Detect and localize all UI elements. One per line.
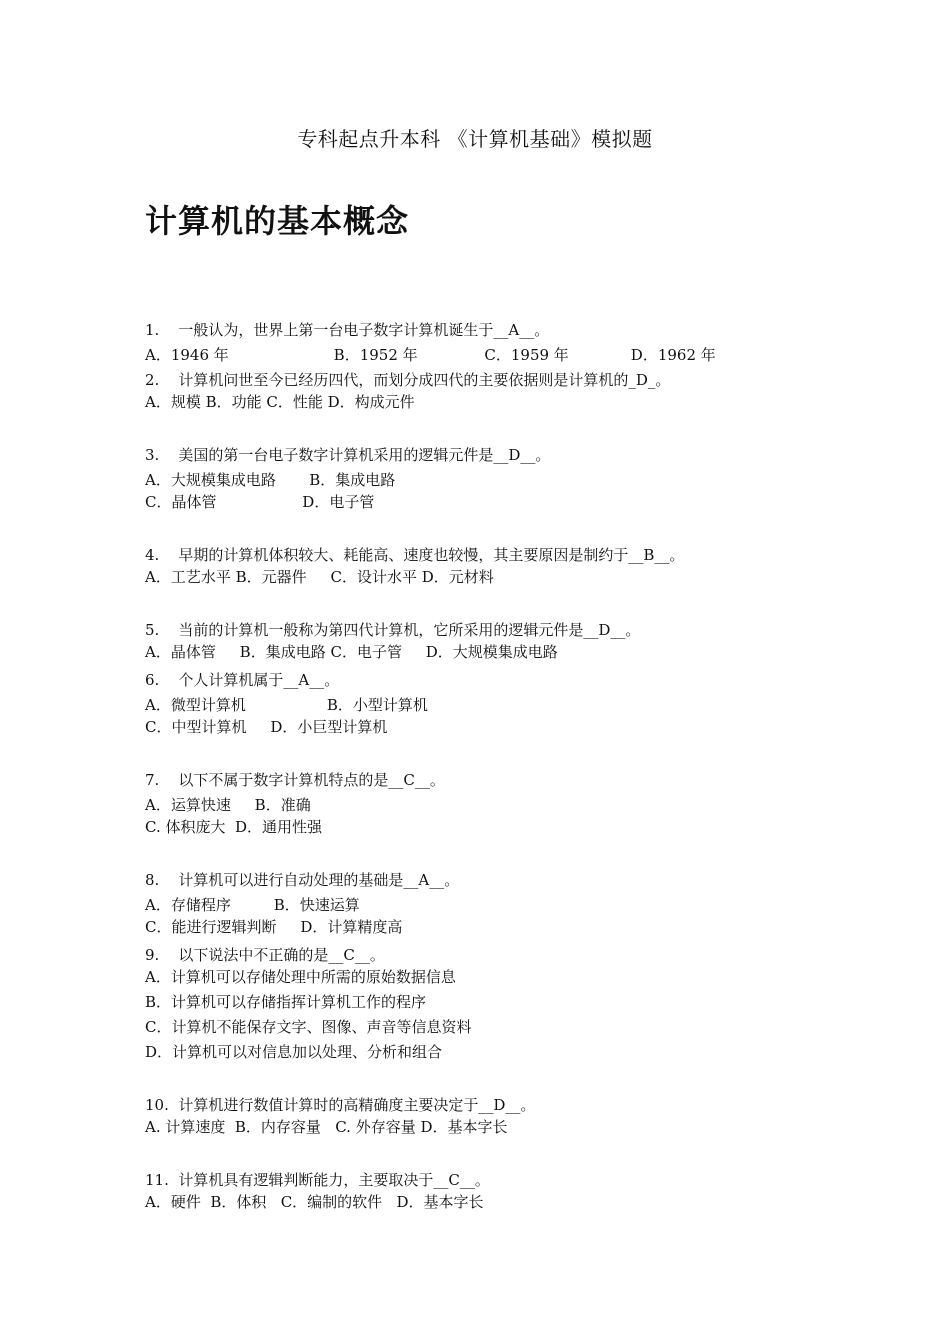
question-7: 7. 以下不属于数字计算机特点的是__C__。 [145,771,445,789]
question-3: 3. 美国的第一台电子数字计算机采用的逻辑元件是__D__。 [145,446,551,464]
question-11-options: A．硬件 B．体积 C．编制的软件 D．基本字长 [145,1193,484,1211]
question-7-options-a: A．运算快速 B．准确 [145,796,311,814]
question-1: 1. 一般认为，世界上第一台电子数字计算机诞生于__A__。 [145,321,550,339]
question-9: 9. 以下说法中不正确的是__C__。 [145,946,385,964]
question-8: 8. 计算机可以进行自动处理的基础是__A__。 [145,871,460,889]
question-9-option-b: B．计算机可以存储指挥计算机工作的程序 [145,993,427,1011]
question-5: 5. 当前的计算机一般称为第四代计算机，它所采用的逻辑元件是__D__。 [145,621,641,639]
document-title: 专科起点升本科 《计算机基础》模拟题 [297,127,653,151]
question-7-options-b: C. 体积庞大 D．通用性强 [145,818,323,836]
question-9-option-d: D．计算机可以对信息加以处理、分析和组合 [145,1043,443,1061]
question-1-options: A．1946 年 B．1952 年 C．1959 年 D．1962 年 [145,346,716,364]
question-6-options-a: A．微型计算机 B．小型计算机 [145,696,428,714]
question-4: 4. 早期的计算机体积较大、耗能高、速度也较慢，其主要原因是制约于__B__。 [145,546,685,564]
section-heading: 计算机的基本概念 [145,202,410,240]
question-10: 10. 计算机进行数值计算时的高精确度主要决定于__D__。 [145,1096,536,1114]
question-9-option-a: A．计算机可以存储处理中所需的原始数据信息 [145,968,456,986]
question-9-option-c: C．计算机不能保存文字、图像、声音等信息资料 [145,1018,472,1036]
question-2-options: A．规模 B．功能 C．性能 D．构成元件 [145,393,415,411]
question-8-options-b: C．能进行逻辑判断 D．计算精度高 [145,918,403,936]
question-8-options-a: A．存储程序 B．快速运算 [145,896,360,914]
question-10-options: A. 计算速度 B．内存容量 C. 外存容量 D．基本字长 [145,1118,508,1136]
question-6: 6. 个人计算机属于__A__。 [145,671,340,689]
question-4-options: A．工艺水平 B．元器件 C．设计水平 D．元材料 [145,568,494,586]
question-2: 2. 计算机问世至今已经历四代，而划分成四代的主要依据则是计算机的_D_。 [145,371,671,389]
question-3-options-a: A．大规模集成电路 B．集成电路 [145,471,396,489]
question-3-options-b: C．晶体管 D．电子管 [145,493,375,511]
question-11: 11. 计算机具有逻辑判断能力，主要取决于__C__。 [145,1171,490,1189]
question-5-options: A．晶体管 B．集成电路 C．电子管 D．大规模集成电路 [145,643,558,661]
question-6-options-b: C．中型计算机 D．小巨型计算机 [145,718,388,736]
